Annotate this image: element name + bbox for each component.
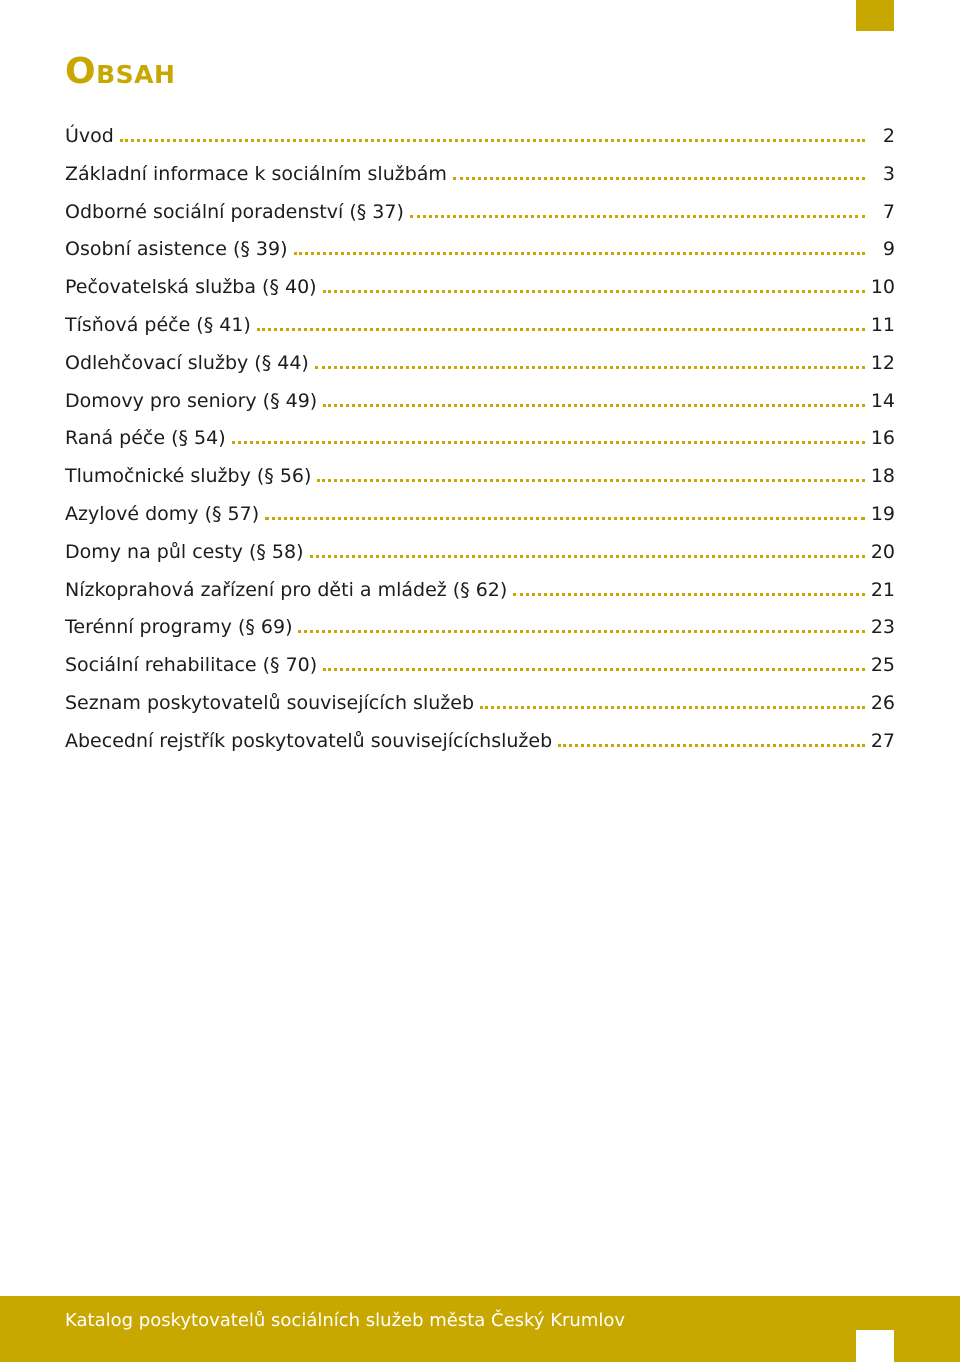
toc-entry-page-number: 2 <box>882 125 895 147</box>
toc-entry-page-number: 23 <box>870 616 895 639</box>
toc-entry-label: Tísňová péče (§ 41) <box>65 313 251 336</box>
toc-dot-leader <box>265 517 865 520</box>
toc-entry-page-number: 18 <box>870 465 895 488</box>
toc-entry-label: Terénní programy (§ 69) <box>65 616 293 639</box>
toc-entry-page-number: 20 <box>870 540 895 563</box>
toc-entry-label: Tlumočnické služby (§ 56) <box>65 465 312 488</box>
toc-entry-label: Pečovatelská služba (§ 40) <box>65 276 317 299</box>
toc-dot-leader <box>558 744 865 747</box>
toc-dot-leader <box>513 593 865 596</box>
toc-entry[interactable] <box>65 347 895 385</box>
toc-entry-label: Odlehčovací služby (§ 44) <box>65 351 309 374</box>
footer-bar <box>0 1296 960 1362</box>
toc-dot-leader <box>232 441 865 444</box>
footer-page-number: 1 <box>868 1309 882 1330</box>
toc-entry[interactable] <box>65 422 895 460</box>
toc-entry-label: Domy na půl cesty (§ 58) <box>65 540 304 563</box>
toc-entry-page-number: 11 <box>870 313 895 336</box>
toc-dot-leader <box>294 252 865 255</box>
toc-entry[interactable] <box>65 498 895 536</box>
toc-entry-page-number: 9 <box>882 238 895 261</box>
toc-entry-page-number: 25 <box>870 654 895 677</box>
toc-dot-leader <box>323 290 865 293</box>
toc-entry[interactable] <box>65 574 895 612</box>
toc-entry-label: Abecední rejstřík poskytovatelů souvisejícíchslužeb <box>65 729 553 752</box>
toc-entry-label: Azylové domy (§ 57) <box>65 502 260 525</box>
footer-page-box <box>856 1330 894 1362</box>
toc-entry-page-number: 12 <box>870 351 895 374</box>
toc-entry-label: Osobní asistence (§ 39) <box>65 238 288 261</box>
footer-text: Katalog poskytovatelů sociálních služeb města Český Krumlov <box>65 1310 626 1331</box>
toc-dot-leader <box>317 479 865 482</box>
toc-entry[interactable] <box>65 271 895 309</box>
toc-entry[interactable] <box>65 196 895 234</box>
toc-dot-leader <box>315 366 865 369</box>
toc-entry-label: Sociální rehabilitace (§ 70) <box>65 654 318 677</box>
toc-entry[interactable] <box>65 611 895 649</box>
toc-entry-label: Nízkoprahová zařízení pro děti a mládež (§ 62) <box>65 578 508 601</box>
table-of-contents <box>65 120 895 763</box>
corner-accent-block <box>856 0 894 31</box>
toc-entry-label: Základní informace k sociálním službám <box>65 162 447 185</box>
toc-entry-page-number: 10 <box>870 276 895 299</box>
toc-dot-leader <box>480 706 865 709</box>
toc-entry[interactable] <box>65 120 895 158</box>
toc-entry[interactable] <box>65 233 895 271</box>
toc-entry-page-number: 14 <box>870 389 895 412</box>
toc-entry[interactable] <box>65 158 895 196</box>
toc-entry-page-number: 3 <box>882 162 895 185</box>
toc-dot-leader <box>257 328 865 331</box>
toc-entry-page-number: 7 <box>882 200 895 223</box>
toc-dot-leader <box>298 630 865 633</box>
toc-entry[interactable] <box>65 536 895 574</box>
toc-entry-page-number: 26 <box>870 691 895 714</box>
toc-dot-leader <box>323 668 865 671</box>
toc-entry[interactable] <box>65 309 895 347</box>
toc-entry-page-number: 16 <box>870 427 895 450</box>
toc-entry-label: Odborné sociální poradenství (§ 37) <box>65 200 404 223</box>
toc-entry-label: Seznam poskytovatelů souvisejících služeb <box>65 691 475 714</box>
toc-dot-leader <box>310 555 865 558</box>
toc-entry[interactable] <box>65 687 895 725</box>
toc-entry-page-number: 21 <box>870 578 895 601</box>
toc-entry[interactable] <box>65 460 895 498</box>
toc-dot-leader <box>410 215 865 218</box>
toc-entry-label: Úvod <box>65 125 114 147</box>
page-title: Obsah <box>65 51 176 92</box>
toc-entry-label: Domovy pro seniory (§ 49) <box>65 389 318 412</box>
toc-entry-label: Raná péče (§ 54) <box>65 427 226 450</box>
toc-dot-leader <box>323 404 865 407</box>
toc-entry[interactable] <box>65 385 895 423</box>
toc-dot-leader <box>120 139 865 142</box>
toc-entry-page-number: 19 <box>870 502 895 525</box>
toc-dot-leader <box>453 177 865 180</box>
toc-entry-page-number: 27 <box>870 729 895 752</box>
toc-entry[interactable] <box>65 725 895 763</box>
toc-entry[interactable] <box>65 649 895 687</box>
